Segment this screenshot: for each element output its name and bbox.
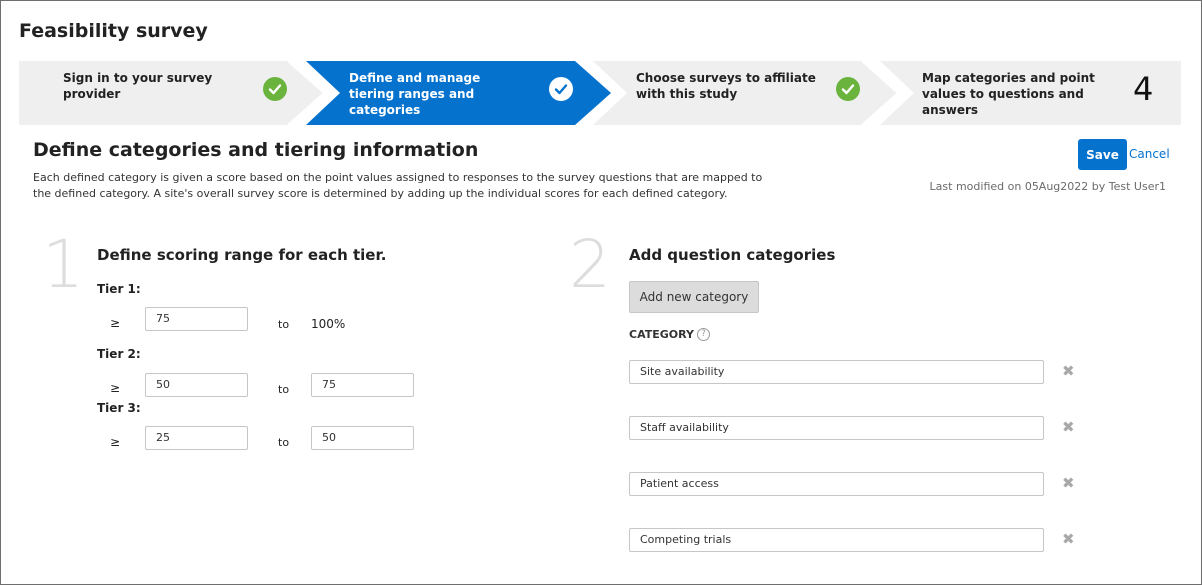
delete-x-icon[interactable]: ✖ xyxy=(1062,362,1075,380)
help-circle-icon[interactable]: ? xyxy=(697,328,710,341)
section-2-number: 2 xyxy=(569,226,611,303)
delete-x-icon[interactable]: ✖ xyxy=(1062,474,1075,492)
wizard-stepper xyxy=(19,61,1181,125)
tier-2-label: Tier 2: xyxy=(97,347,141,361)
ge-symbol: ≥ xyxy=(110,435,121,449)
to-label: to xyxy=(278,318,290,331)
delete-x-icon[interactable]: ✖ xyxy=(1062,418,1075,436)
to-label: to xyxy=(278,383,290,396)
last-modified-text: Last modified on 05Aug2022 by Test User1 xyxy=(929,180,1166,193)
section-1-number: 1 xyxy=(42,226,84,303)
tier-1-from-input[interactable]: 75 xyxy=(145,307,248,331)
tier-2-to-input[interactable]: 75 xyxy=(311,373,414,397)
check-icon xyxy=(263,77,287,101)
app-title: Feasibility survey xyxy=(19,20,208,42)
tier-1-label: Tier 1: xyxy=(97,282,141,296)
tier-2-from-input[interactable]: 50 xyxy=(145,373,248,397)
delete-x-icon[interactable]: ✖ xyxy=(1062,530,1075,548)
tier-3-to-input[interactable]: 50 xyxy=(311,426,414,450)
ge-symbol: ≥ xyxy=(110,381,121,395)
ge-symbol: ≥ xyxy=(110,316,121,330)
category-input[interactable]: Staff availability xyxy=(629,416,1044,440)
category-input[interactable]: Competing trials xyxy=(629,528,1044,552)
step-1-label[interactable]: Sign in to your survey provider xyxy=(63,71,213,101)
category-column-header: CATEGORY xyxy=(629,328,694,341)
step-4-number: 4 xyxy=(1133,70,1154,108)
step-4-label[interactable]: Map categories and point values to questions and answers xyxy=(922,71,1095,117)
save-button[interactable]: Save xyxy=(1078,139,1127,170)
categories-section-title: Add question categories xyxy=(629,246,836,264)
cancel-link[interactable]: Cancel xyxy=(1129,147,1170,161)
page-description: Each defined category is given a score based on the point values assigned to responses to the survey questions that are mapped to the defined category. A site's overall survey score is determined by adding up the individual scores for each defined category. xyxy=(33,171,763,200)
to-label: to xyxy=(278,436,290,449)
check-icon xyxy=(836,77,860,101)
category-input[interactable]: Patient access xyxy=(629,472,1044,496)
check-icon xyxy=(549,77,573,101)
page-title: Define categories and tiering information xyxy=(33,139,479,161)
add-new-category-button[interactable]: Add new category xyxy=(629,281,759,313)
category-input[interactable]: Site availability xyxy=(629,360,1044,384)
tier-3-from-input[interactable]: 25 xyxy=(145,426,248,450)
tiers-section-title: Define scoring range for each tier. xyxy=(97,246,387,264)
tier-3-label: Tier 3: xyxy=(97,401,141,415)
tier-1-to-value: 100% xyxy=(311,317,346,331)
step-2-label[interactable]: Define and manage tiering ranges and categories xyxy=(349,71,481,117)
step-3-label[interactable]: Choose surveys to affiliate with this study xyxy=(636,71,816,101)
